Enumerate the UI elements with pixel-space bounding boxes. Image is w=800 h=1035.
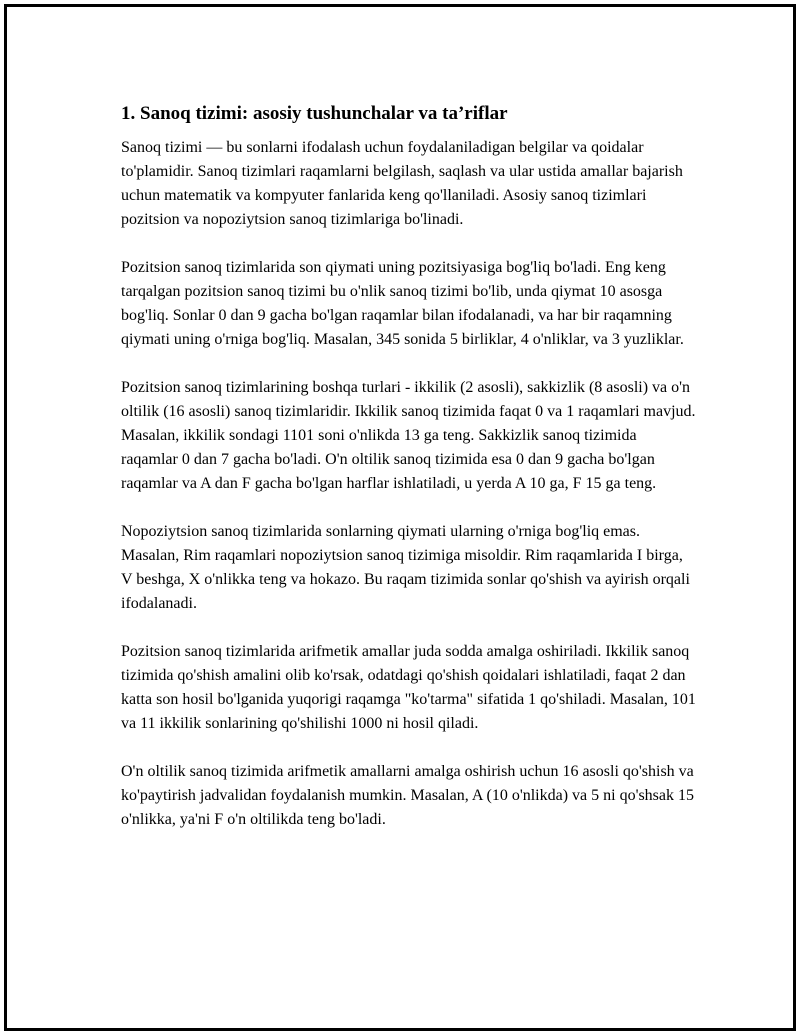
page-frame [4, 4, 796, 1031]
paragraph-non-positional: Nopoziytsion sanoq tizimlarida sonlarning qiymati ularning o'rniga bog'liq emas. Masalan, Rim raqamlari nopoziytsion sanoq tizimiga misoldir. Rim raqamlarida I birga, V beshga, X o'nlikka teng va hokazo. Bu raqam tizimida sonlar qo'shish va ayirish orqali ifodalanadi. [121, 523, 690, 612]
paragraph-arithmetic: Pozitsion sanoq tizimlarida arifmetik amallar juda sodda amalga oshiriladi. Ikkilik sanoq tizimida qo'shish amalini olib ko'rsak, odatdagi qo'shish qoidalari ishlatiladi, faqat 2 dan katta son hosil bo'lganida yuqorigi raqamga "ko'tarma" sifatida 1 qo'shiladi. Masalan, 101 va 11 ikkilik sonlarining qo'shilishi 1000 ni hosil qiladi. [121, 643, 696, 732]
document-body [121, 102, 696, 856]
paragraph-other-bases: Pozitsion sanoq tizimlarining boshqa turlari - ikkilik (2 asosli), sakkizlik (8 asosli) va o'n oltilik (16 asosli) sanoq tizimlaridir. Ikkilik sanoq tizimida faqat 0 va 1 raqamlari mavjud. Masalan, ikkilik sondagi 1101 soni o'nlikda 13 ga teng. Sakkizlik sanoq tizimida raqamlar 0 dan 7 gacha bo'ladi. O'n oltilik sanoq tizimida esa 0 dan 9 gacha bo'lgan raqamlar va A dan F gacha bo'lgan harflar ishlatiladi, u yerda A 10 ga, F 15 ga teng. [121, 379, 696, 492]
section-heading: 1. Sanoq tizimi: asosiy tushunchalar va ta’riflar [121, 103, 508, 124]
paragraph-hexadecimal: O'n oltilik sanoq tizimida arifmetik amallarni amalga oshirish uchun 16 asosli qo'shish va ko'paytirish jadvalidan foydalanish mumkin. Masalan, A (10 o'nlikda) va 5 ni qo'shsak 15 o'nlikka, ya'ni F o'n oltilikda teng bo'ladi. [121, 763, 695, 828]
paragraph-definition: Sanoq tizimi — bu sonlarni ifodalash uchun foydalaniladigan belgilar va qoidalar to'plamidir. Sanoq tizimlari raqamlarni belgilash, saqlash va ular ustida amallar bajarish uchun matematik va kompyuter fanlarida keng qo'llaniladi. Asosiy sanoq tizimlari pozitsion va nopoziytsion sanoq tizimlariga bo'linadi. [121, 139, 683, 228]
paragraph-positional: Pozitsion sanoq tizimlarida son qiymati uning pozitsiyasiga bog'liq bo'ladi. Eng keng tarqalgan pozitsion sanoq tizimi bu o'nlik sanoq tizimi bo'lib, unda qiymat 10 asosga bog'liq. Sonlar 0 dan 9 gacha bo'lgan raqamlar bilan ifodalanadi, va har bir raqamning qiymati uning o'rniga bog'liq. Masalan, 345 sonida 5 birliklar, 4 o'nliklar, va 3 yuzliklar. [121, 259, 684, 348]
